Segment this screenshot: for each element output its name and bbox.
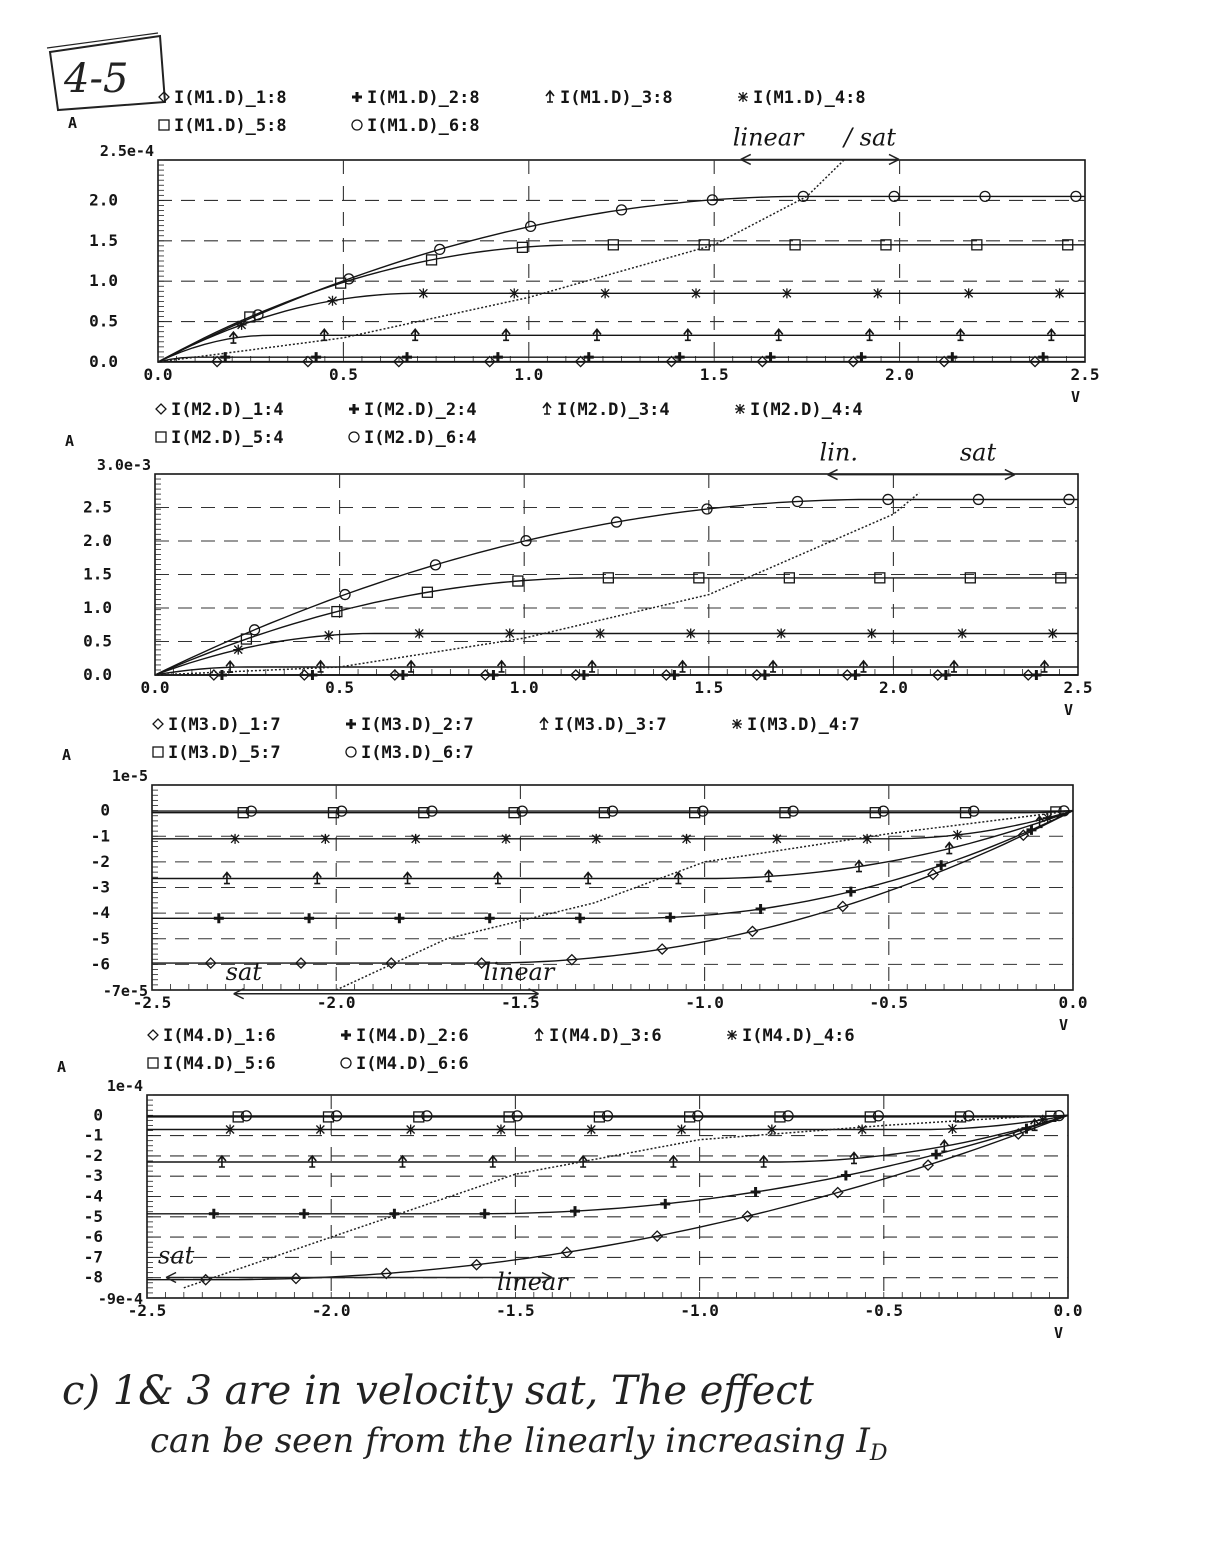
- y-tick-label: 1.0: [83, 598, 112, 617]
- y-axis-top-label: 1e-4: [107, 1077, 143, 1095]
- data-point-star: [230, 834, 240, 844]
- data-point-plus: [850, 670, 860, 680]
- x-tick-label: 1.5: [694, 678, 723, 697]
- data-point-star: [682, 834, 692, 844]
- linear-sat-boundary: [155, 493, 919, 675]
- y-tick-label: 1.5: [83, 565, 112, 584]
- legend-marker-tri: [546, 91, 554, 102]
- x-tick-label: 2.0: [885, 365, 914, 384]
- data-point-plus: [931, 1149, 941, 1159]
- y-tick-label: 1.0: [89, 271, 118, 290]
- legend-marker-star: [727, 1030, 737, 1040]
- y-tick-label: -5: [91, 929, 110, 948]
- y-tick-label: -3: [91, 878, 110, 897]
- series-line-star: [152, 811, 1073, 839]
- y-tick-label: 1.5: [89, 231, 118, 250]
- y-tick-label: -2: [91, 852, 110, 871]
- handwritten-annotation: lin.: [820, 439, 858, 467]
- series-line-plus: [152, 811, 1073, 919]
- legend-marker-diamond: [153, 719, 163, 729]
- y-tick-label: -1: [84, 1126, 103, 1145]
- legend-marker-square: [153, 747, 163, 757]
- data-point-plus: [665, 912, 675, 922]
- handwritten-annotation: sat: [960, 439, 997, 467]
- legend-marker-tri: [540, 718, 548, 729]
- x-tick-label: -2.0: [312, 1301, 351, 1320]
- legend-marker-circle: [341, 1058, 351, 1068]
- legend-entry: I(M4.D)_6:6: [356, 1054, 469, 1074]
- data-point-plus: [398, 670, 408, 680]
- legend-marker-star: [732, 719, 742, 729]
- legend-entry: I(M1.D)_3:8: [560, 88, 673, 108]
- data-point-star: [414, 628, 424, 638]
- chart-m3: [62, 715, 1087, 1034]
- data-point-star: [324, 630, 334, 640]
- y-tick-label: 2.0: [83, 531, 112, 550]
- problem-label-box: [47, 33, 165, 110]
- legend-marker-plus: [341, 1030, 351, 1040]
- legend-entry: I(M3.D)_1:7: [168, 715, 281, 735]
- y-tick-label: -4: [91, 903, 110, 922]
- handwritten-annotation: linear: [733, 123, 805, 151]
- data-point-star: [947, 1124, 957, 1134]
- x-tick-label: 1.0: [514, 365, 543, 384]
- data-point-star: [776, 628, 786, 638]
- x-tick-label: 1.0: [510, 678, 539, 697]
- data-point-star: [591, 834, 601, 844]
- series-line-square: [155, 578, 1078, 675]
- y-tick-label: -6: [91, 954, 110, 973]
- legend-entry: I(M1.D)_2:8: [367, 88, 480, 108]
- data-point-plus: [217, 670, 227, 680]
- x-tick-label: 0.0: [144, 365, 173, 384]
- data-point-plus: [1031, 670, 1041, 680]
- x-tick-label: -2.5: [128, 1301, 167, 1320]
- legend-entry: I(M2.D)_5:4: [171, 428, 284, 448]
- legend-entry: I(M3.D)_5:7: [168, 743, 281, 763]
- linear-sat-boundary: [158, 160, 844, 362]
- x-tick-label: 0.0: [1059, 993, 1088, 1012]
- legend-entry: I(M1.D)_6:8: [367, 116, 480, 136]
- legend-entry: I(M4.D)_1:6: [163, 1026, 276, 1046]
- y-tick-label: 0.0: [83, 665, 112, 684]
- legend-marker-tri: [543, 403, 551, 414]
- region-arrow: [166, 1272, 552, 1282]
- data-point-star: [772, 834, 782, 844]
- charts-group: [57, 88, 1099, 1342]
- series-line-diamond: [152, 811, 1073, 964]
- series-line-star: [155, 634, 1078, 676]
- series-line-star: [158, 293, 1085, 362]
- data-point-star: [315, 1125, 325, 1135]
- data-point-star: [964, 288, 974, 298]
- legend-marker-circle: [352, 120, 362, 130]
- handwritten-annotation: sat: [158, 1241, 195, 1269]
- data-point-plus: [214, 913, 224, 923]
- legend-entry: I(M3.D)_4:7: [747, 715, 860, 735]
- data-point-plus: [304, 913, 314, 923]
- y-tick-label: -8: [84, 1268, 103, 1287]
- data-point-plus: [485, 913, 495, 923]
- y-axis-unit-label: A: [57, 1058, 66, 1076]
- legend-marker-star: [738, 92, 748, 102]
- x-tick-label: -1.0: [685, 993, 724, 1012]
- x-tick-label: 2.5: [1064, 678, 1093, 697]
- x-tick-label: -2.0: [317, 993, 356, 1012]
- series-line-circle: [152, 811, 1073, 812]
- x-tick-label: -1.0: [680, 1301, 719, 1320]
- legend-marker-plus: [346, 719, 356, 729]
- y-tick-label: -5: [84, 1207, 103, 1226]
- data-point-plus: [299, 1209, 309, 1219]
- x-tick-label: 0.0: [141, 678, 170, 697]
- data-point-star: [406, 1125, 416, 1135]
- y-tick-label: -7: [84, 1247, 103, 1266]
- y-tick-label: 0: [100, 801, 110, 820]
- data-point-star: [505, 628, 515, 638]
- y-tick-label: 0.5: [89, 312, 118, 331]
- y-tick-label: -3: [84, 1166, 103, 1185]
- data-point-star: [691, 288, 701, 298]
- series-line-circle: [158, 196, 1085, 362]
- chart-m4: [57, 1026, 1082, 1342]
- x-axis-unit-label: V: [1054, 1324, 1063, 1342]
- plot-frame: [158, 160, 1085, 362]
- answer-line-2: [150, 1421, 888, 1466]
- data-point-star: [867, 628, 877, 638]
- data-point-star: [1055, 288, 1065, 298]
- data-point-plus: [307, 670, 317, 680]
- data-point-star: [600, 288, 610, 298]
- region-arrow: [741, 154, 899, 164]
- data-point-plus: [846, 887, 856, 897]
- data-point-plus: [394, 913, 404, 923]
- legend-entry: I(M2.D)_1:4: [171, 400, 284, 420]
- answer-line-2-text: can be seen from the linearly increasing I: [150, 1421, 870, 1461]
- x-axis-unit-label: V: [1071, 388, 1080, 406]
- data-point-plus: [570, 1206, 580, 1216]
- data-point-plus: [756, 904, 766, 914]
- answer-line-1: c) 1& 3 are in velocity sat, The effect: [62, 1368, 815, 1414]
- y-axis-bottom-label: -7e-5: [103, 982, 148, 1000]
- y-axis-bottom-label: -9e-4: [98, 1290, 143, 1308]
- legend-marker-square: [159, 120, 169, 130]
- legend-entry: I(M3.D)_3:7: [554, 715, 667, 735]
- y-axis-unit-label: A: [68, 114, 77, 132]
- data-point-star: [782, 288, 792, 298]
- data-point-star: [952, 830, 962, 840]
- x-tick-label: -1.5: [496, 1301, 535, 1320]
- legend-entry: I(M4.D)_3:6: [549, 1026, 662, 1046]
- data-point-plus: [575, 913, 585, 923]
- data-point-star: [320, 834, 330, 844]
- legend-entry: I(M2.D)_2:4: [364, 400, 477, 420]
- legend-marker-square: [148, 1058, 158, 1068]
- data-point-star: [957, 628, 967, 638]
- data-point-plus: [751, 1187, 761, 1197]
- data-point-star: [496, 1125, 506, 1135]
- legend-entry: I(M3.D)_2:7: [361, 715, 474, 735]
- x-tick-label: -1.5: [501, 993, 540, 1012]
- x-tick-label: -0.5: [870, 993, 909, 1012]
- data-point-star: [677, 1125, 687, 1135]
- legend-entry: I(M2.D)_4:4: [750, 400, 863, 420]
- legend-entry: I(M4.D)_2:6: [356, 1026, 469, 1046]
- region-arrow: [828, 470, 1015, 480]
- data-point-plus: [660, 1199, 670, 1209]
- y-tick-label: 2.0: [89, 190, 118, 209]
- legend-marker-plus: [352, 92, 362, 102]
- answer-subscript: D: [869, 1441, 888, 1466]
- x-tick-label: 0.5: [329, 365, 358, 384]
- y-axis-top-label: 3.0e-3: [97, 456, 151, 474]
- legend-entry: I(M1.D)_4:8: [753, 88, 866, 108]
- x-tick-label: -0.5: [865, 1301, 904, 1320]
- legend-marker-circle: [349, 432, 359, 442]
- data-point-plus: [669, 670, 679, 680]
- legend-marker-diamond: [156, 404, 166, 414]
- data-point-plus: [841, 1171, 851, 1181]
- legend-marker-plus: [349, 404, 359, 414]
- handwritten-annotation: sat: [226, 958, 263, 986]
- legend-entry: I(M1.D)_1:8: [174, 88, 287, 108]
- legend-entry: I(M2.D)_6:4: [364, 428, 477, 448]
- data-point-star: [418, 288, 428, 298]
- data-point-star: [233, 645, 243, 655]
- series-line-diamond: [147, 1115, 1068, 1279]
- legend-marker-tri: [535, 1029, 543, 1040]
- x-tick-label: -2.5: [133, 993, 172, 1012]
- y-tick-label: -6: [84, 1227, 103, 1246]
- y-tick-label: 0.0: [89, 352, 118, 371]
- legend-entry: I(M4.D)_4:6: [742, 1026, 855, 1046]
- legend-entry: I(M2.D)_3:4: [557, 400, 670, 420]
- problem-label: 4-5: [63, 56, 128, 102]
- handwritten-annotation: linear: [484, 958, 556, 986]
- data-point-plus: [760, 670, 770, 680]
- chart-m1: [68, 88, 1099, 406]
- linear-sat-boundary: [184, 1116, 1031, 1288]
- data-point-star: [857, 1125, 867, 1135]
- y-tick-label: 0: [93, 1105, 103, 1124]
- data-point-plus: [579, 670, 589, 680]
- x-axis-unit-label: V: [1059, 1016, 1068, 1034]
- y-tick-label: -2: [84, 1146, 103, 1165]
- data-point-star: [327, 296, 337, 306]
- data-point-star: [501, 834, 511, 844]
- handwritten-annotation: linear: [497, 1268, 569, 1296]
- legend-marker-square: [156, 432, 166, 442]
- y-axis-top-label: 2.5e-4: [100, 142, 154, 160]
- data-point-plus: [941, 670, 951, 680]
- series-line-circle: [147, 1115, 1068, 1116]
- data-point-star: [873, 288, 883, 298]
- y-tick-label: -4: [84, 1187, 103, 1206]
- y-tick-label: 0.5: [83, 632, 112, 651]
- data-point-plus: [488, 670, 498, 680]
- data-point-star: [225, 1125, 235, 1135]
- data-point-star: [686, 628, 696, 638]
- x-tick-label: 0.0: [1054, 1301, 1083, 1320]
- data-point-star: [1048, 628, 1058, 638]
- legend-entry: I(M3.D)_6:7: [361, 743, 474, 763]
- data-point-star: [862, 834, 872, 844]
- handwritten-annotation: / sat: [842, 123, 896, 151]
- x-tick-label: 2.0: [879, 678, 908, 697]
- series-line-circle: [155, 500, 1078, 676]
- y-tick-label: -1: [91, 826, 110, 845]
- data-point-star: [595, 628, 605, 638]
- chart-m2: [65, 400, 1092, 719]
- legend-marker-circle: [346, 747, 356, 757]
- data-point-star: [767, 1125, 777, 1135]
- data-point-star: [586, 1125, 596, 1135]
- legend-marker-diamond: [148, 1030, 158, 1040]
- legend-marker-star: [735, 404, 745, 414]
- data-point-star: [411, 834, 421, 844]
- y-tick-label: 2.5: [83, 498, 112, 517]
- x-axis-unit-label: V: [1064, 701, 1073, 719]
- x-tick-label: 1.5: [700, 365, 729, 384]
- x-tick-label: 2.5: [1071, 365, 1100, 384]
- y-axis-unit-label: A: [65, 432, 74, 450]
- series-line-tri: [152, 811, 1073, 879]
- legend-entry: I(M1.D)_5:8: [174, 116, 287, 136]
- y-axis-unit-label: A: [62, 746, 71, 764]
- x-tick-label: 0.5: [325, 678, 354, 697]
- y-axis-top-label: 1e-5: [112, 767, 148, 785]
- handwritten-answer: [62, 1368, 888, 1466]
- legend-entry: I(M4.D)_5:6: [163, 1054, 276, 1074]
- data-point-star: [509, 288, 519, 298]
